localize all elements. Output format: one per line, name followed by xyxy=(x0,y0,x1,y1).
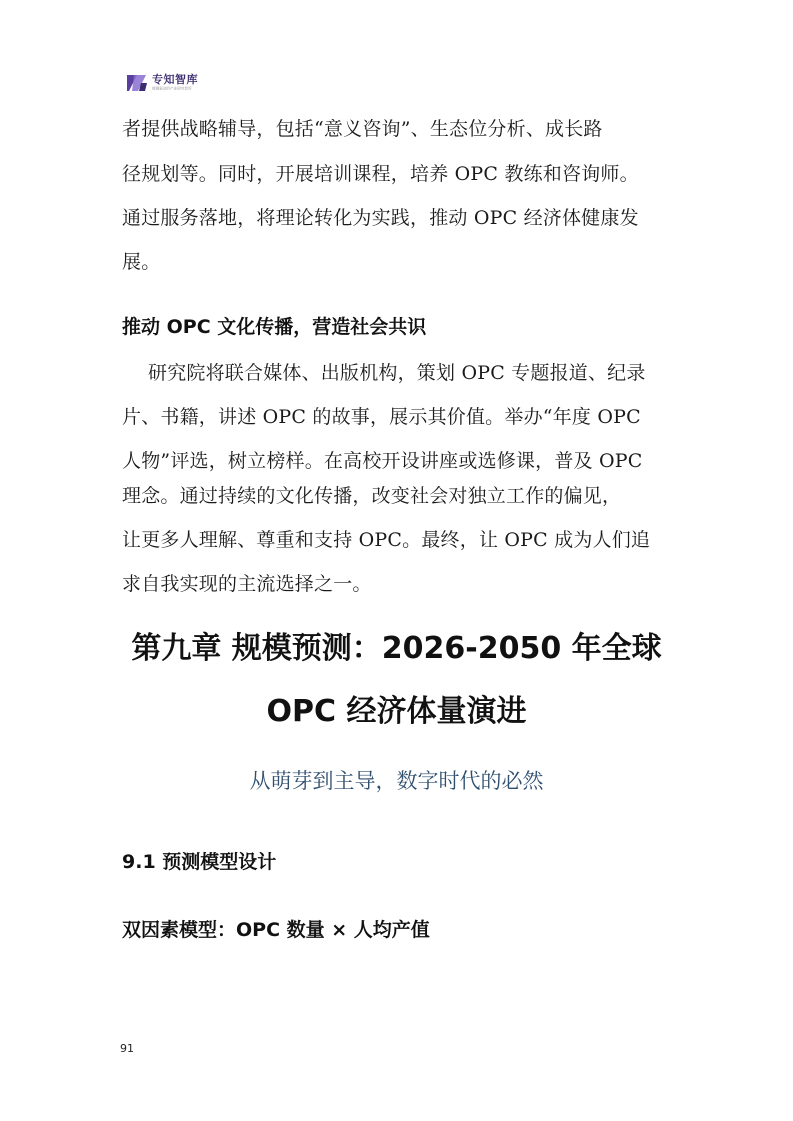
paragraph-line: 通过服务落地，将理论转化为实践，推动 OPC 经济体健康发 xyxy=(122,207,639,229)
logo-mark-icon xyxy=(126,73,148,93)
section-heading: 推动 OPC 文化传播，营造社会共识 xyxy=(122,316,427,338)
model-subheading: 双因素模型：OPC 数量 × 人均产值 xyxy=(122,919,430,941)
paragraph-line: 求自我实现的主流选择之一。 xyxy=(122,573,372,595)
paragraph-line: 研究院将联合媒体、出版机构，策划 OPC 专题报道、纪录 xyxy=(148,362,646,384)
paragraph-line: 让更多人理解、尊重和支持 OPC。最终，让 OPC 成为人们追 xyxy=(122,529,651,551)
section-9-1-heading: 9.1 预测模型设计 xyxy=(122,851,277,873)
paragraph-line: 者提供战略辅导，包括“意义咨询”、生态位分析、成长路 xyxy=(122,118,603,140)
header-logo xyxy=(126,70,198,96)
chapter-title-line2: OPC 经济体量演进 xyxy=(266,694,527,729)
paragraph-line: 片、书籍，讲述 OPC 的故事，展示其价值。举办“年度 OPC xyxy=(122,406,641,428)
paragraph-line: 径规划等。同时，开展培训课程，培养 OPC 教练和咨询师。 xyxy=(122,163,639,185)
logo-tagline: 数据驱动的产业研究智库 xyxy=(152,86,192,91)
paragraph-line: 展。 xyxy=(122,251,161,273)
logo-name: 专知智库 xyxy=(152,73,198,86)
chapter-subtitle: 从萌芽到主导，数字时代的必然 xyxy=(249,769,544,793)
chapter-title-line1: 第九章 规模预测：2026-2050 年全球 xyxy=(131,631,662,666)
paragraph-line: 理念。通过持续的文化传播，改变社会对独立工作的偏见， xyxy=(122,485,622,507)
paragraph-line: 人物”评选，树立榜样。在高校开设讲座或选修课，普及 OPC xyxy=(122,450,643,472)
page-number: 91 xyxy=(120,1042,134,1055)
